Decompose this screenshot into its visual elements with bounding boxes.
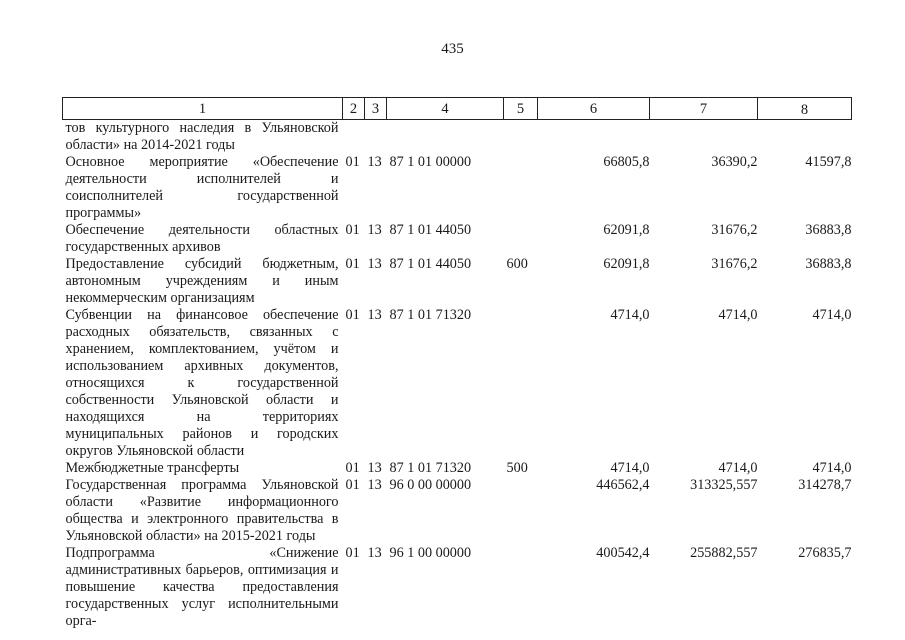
table-row: [63, 154, 852, 222]
page-number: 435: [441, 41, 464, 57]
row-target-code: [387, 120, 504, 155]
column-header-4: 4: [387, 98, 504, 120]
row-subsection: [365, 120, 387, 155]
row-value-col6: 62091,8: [603, 256, 650, 272]
row-subsection: 13: [367, 256, 382, 272]
row-value-col7: 31676,2: [711, 256, 758, 272]
row-value-col6: 4714,0: [610, 307, 650, 323]
row-value-col8: 314278,7: [798, 477, 852, 493]
row-target-code: 87 1 01 44050: [389, 222, 472, 238]
row-value-col6: 62091,8: [603, 222, 650, 238]
row-value-col7: 36390,2: [711, 154, 758, 170]
row-subsection: 13: [367, 460, 382, 476]
row-target-code: 87 1 01 44050: [389, 256, 472, 272]
table-row: [63, 120, 852, 155]
row-name: Субвенции на финансовое обеспечение расходных обязательств, связанных с хранением, комплектованием, учётом и использованием архивных документов, относящихся к государственной собственности Ульяновской области и находящихся на территориях муниципальных районов и городских округов Ульяновской области: [65, 307, 339, 459]
row-value-col8: 276835,7: [798, 545, 852, 561]
column-header-3: 3: [365, 98, 387, 120]
row-value-col7: 313325,557: [690, 477, 758, 493]
row-value-col7: 255882,557: [690, 545, 758, 561]
row-section: 01: [345, 477, 360, 493]
column-header-5: 5: [504, 98, 538, 120]
row-expense-type: [504, 307, 538, 460]
row-value-col7: 4714,0: [718, 460, 758, 476]
row-name: Подпрограмма «Снижение административных барьеров, оптимизация и повышение качества предоставления государственных услуг исполнительными орга-: [65, 545, 339, 629]
row-section: 01: [345, 256, 360, 272]
row-section: [343, 120, 365, 155]
row-expense-type: 500: [506, 460, 528, 476]
row-value-col8: 36883,8: [805, 222, 852, 238]
table-row: [63, 222, 852, 256]
row-value-col6: 400542,4: [596, 545, 650, 561]
row-value-col6: [538, 120, 650, 155]
row-section: 01: [345, 307, 360, 323]
header-row: [63, 98, 852, 120]
row-value-col7: 31676,2: [711, 222, 758, 238]
row-value-col7: [650, 120, 758, 155]
row-name: Государственная программа Ульяновской области «Развитие информационного общества и электронного правительства в Ульяновской области» на 2015-2021 годы: [65, 477, 339, 544]
table-row: [63, 460, 852, 477]
row-name: Основное мероприятие «Обеспечение деятельности исполнителей и соисполнителей государственной программы»: [65, 154, 339, 221]
row-value-col8: [758, 120, 852, 155]
row-name: тов культурного наследия в Ульяновской области» на 2014-2021 годы: [65, 120, 339, 153]
column-header-2: 2: [343, 98, 365, 120]
row-expense-type: [504, 120, 538, 155]
row-expense-type: [504, 545, 538, 630]
row-target-code: 96 0 00 00000: [389, 477, 472, 493]
row-value-col8: 4714,0: [812, 460, 852, 476]
row-value-col8: 4714,0: [812, 307, 852, 323]
row-name: Предоставление субсидий бюджетным, автономным учреждениям и иным некоммерческим организациям: [65, 256, 339, 306]
row-section: 01: [345, 222, 360, 238]
row-value-col6: 4714,0: [610, 460, 650, 476]
row-expense-type: 600: [506, 256, 528, 272]
row-target-code: 87 1 01 71320: [389, 307, 472, 323]
row-expense-type: [504, 477, 538, 545]
row-target-code: 87 1 01 00000: [389, 154, 472, 170]
row-subsection: 13: [367, 307, 382, 323]
row-subsection: 13: [367, 154, 382, 170]
row-name: Обеспечение деятельности областных государственных архивов: [65, 222, 339, 255]
row-target-code: 87 1 01 71320: [389, 460, 472, 476]
column-header-1: 1: [63, 98, 343, 120]
row-value-col7: 4714,0: [718, 307, 758, 323]
row-value-col6: 66805,8: [603, 154, 650, 170]
table-row: [63, 256, 852, 307]
budget-table: [62, 97, 852, 630]
column-header-7: 7: [650, 98, 758, 120]
row-section: 01: [345, 460, 360, 476]
row-expense-type: [504, 222, 538, 256]
table-row: [63, 545, 852, 630]
row-value-col6: 446562,4: [596, 477, 650, 493]
row-section: 01: [345, 154, 360, 170]
row-subsection: 13: [367, 545, 382, 561]
row-value-col8: 36883,8: [805, 256, 852, 272]
row-expense-type: [504, 154, 538, 222]
row-subsection: 13: [367, 222, 382, 238]
column-header-6: 6: [538, 98, 650, 120]
row-target-code: 96 1 00 00000: [389, 545, 472, 561]
row-value-col8: 41597,8: [805, 154, 852, 170]
table-row: [63, 477, 852, 545]
column-header-8: 8: [758, 98, 852, 120]
row-name: Межбюджетные трансферты: [65, 460, 240, 476]
table-row: [63, 307, 852, 460]
row-subsection: 13: [367, 477, 382, 493]
row-section: 01: [345, 545, 360, 561]
